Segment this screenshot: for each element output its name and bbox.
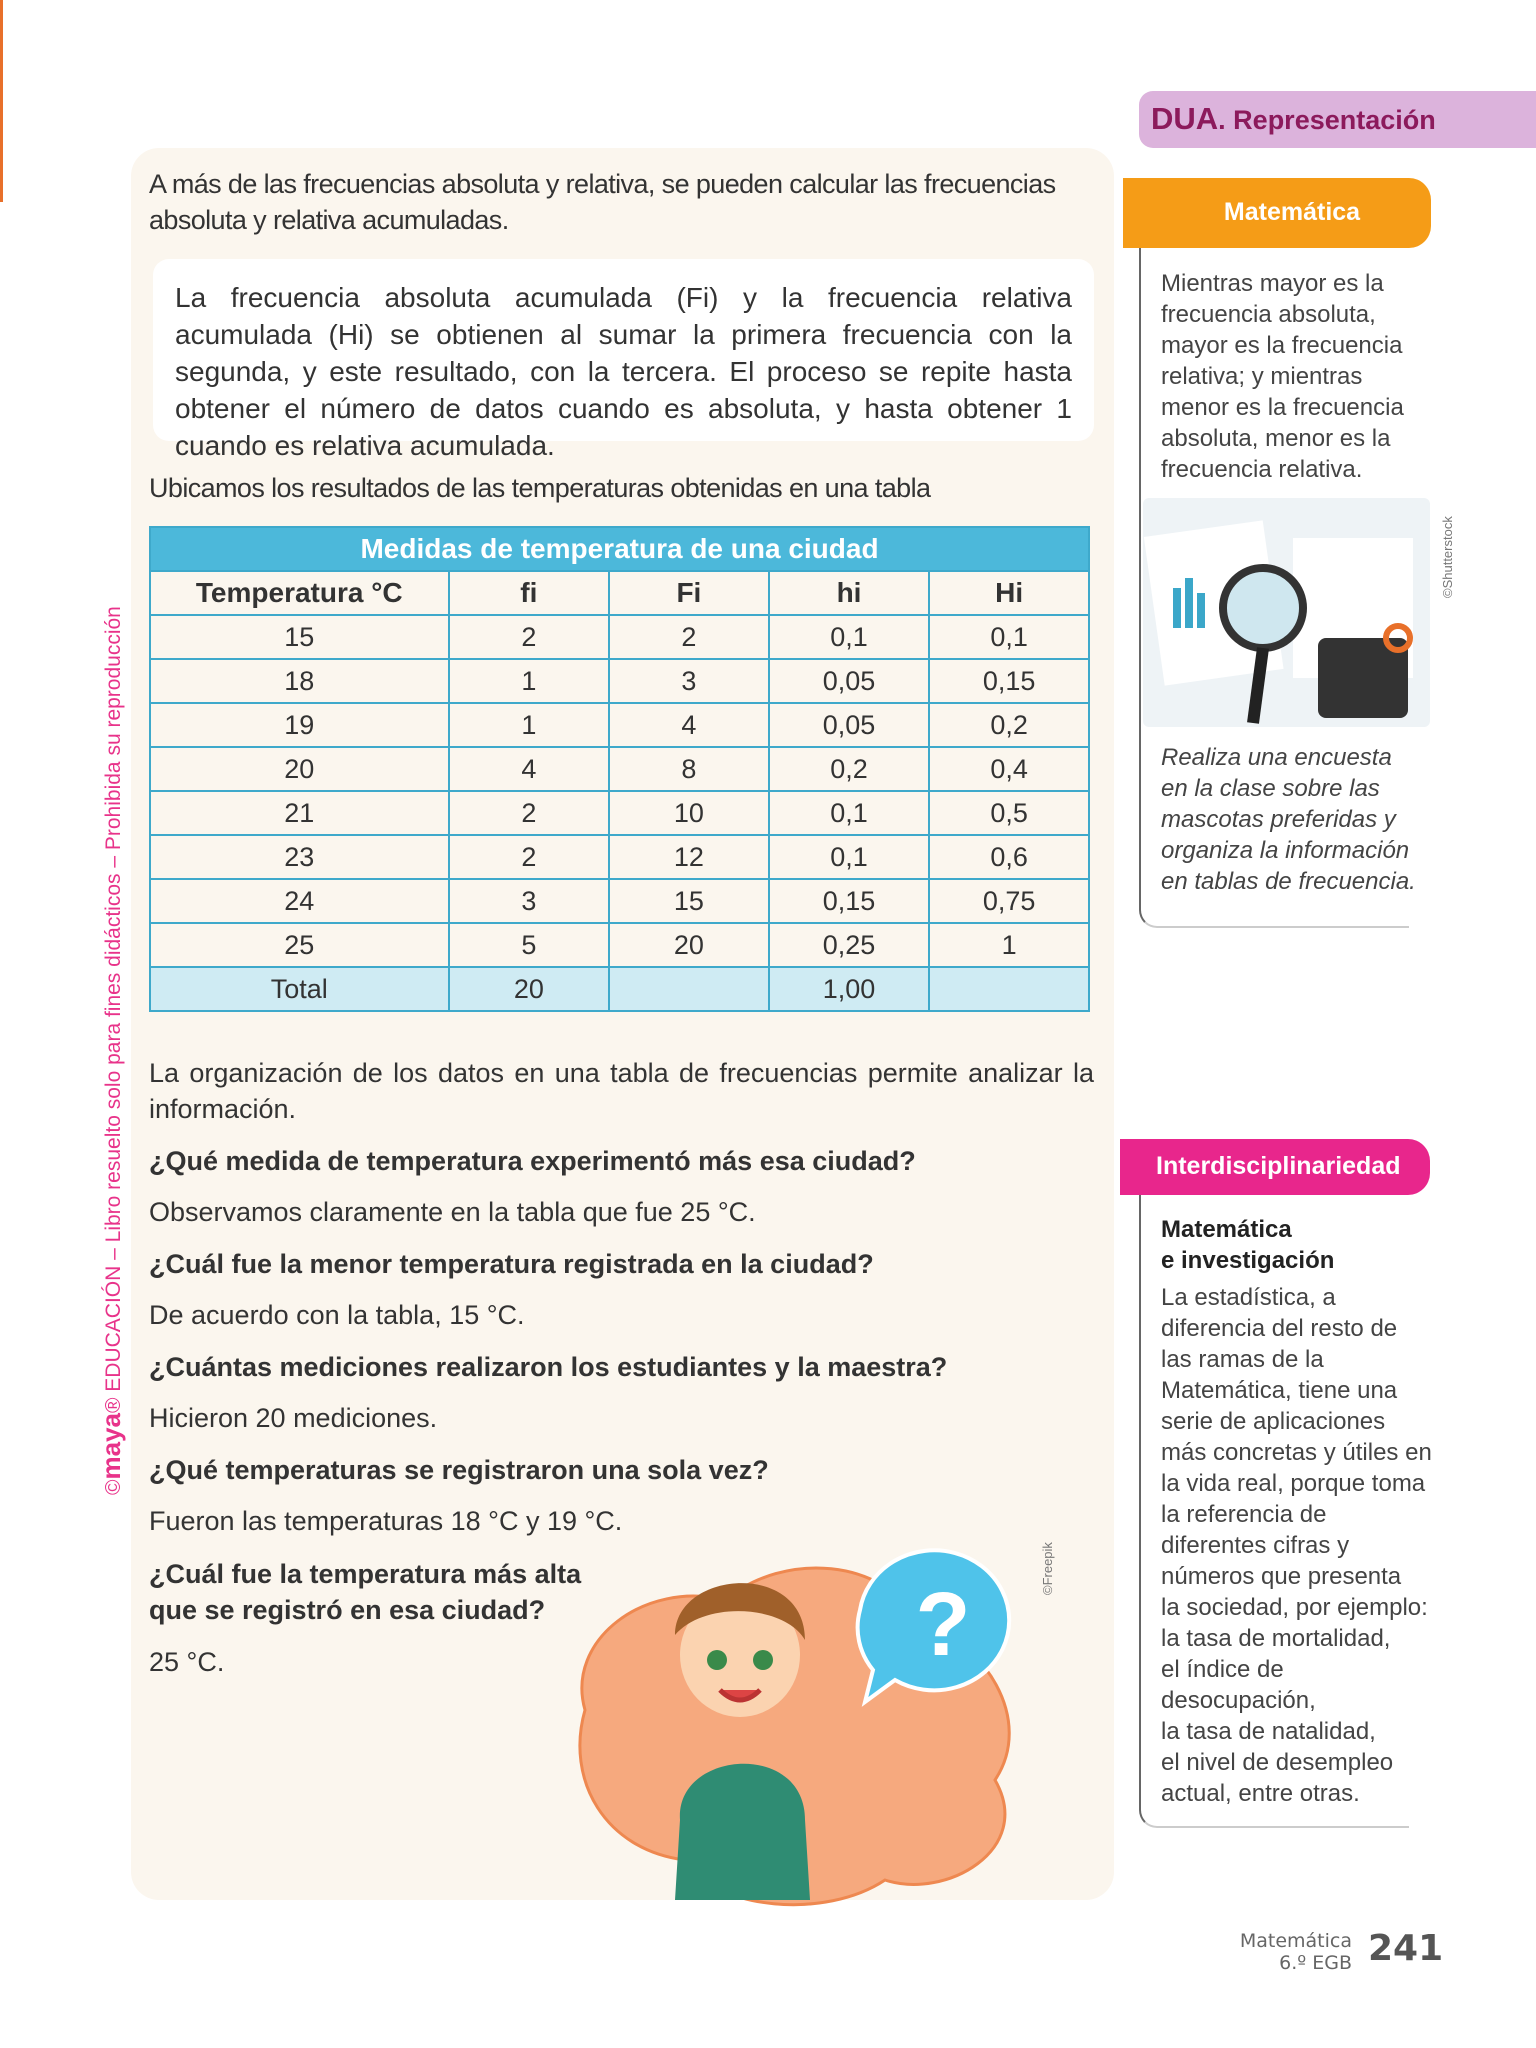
table-cell: 10 [609,791,769,835]
table-row [150,879,1089,923]
text-line: el índice de [1161,1656,1284,1683]
table-row [150,703,1089,747]
text-line: en tablas de frecuencia. [1161,868,1416,895]
table-cell: 25 [150,923,449,967]
table-cell: 0,5 [929,791,1089,835]
question: ¿Qué temperaturas se registraron una sola vez? [149,1455,769,1485]
table-cell: 0,25 [769,923,930,967]
table-cell: 18 [150,659,449,703]
text-line: frecuencia relativa. [1161,456,1363,483]
table-cell: 0,2 [769,747,930,791]
math-box-text [1161,268,1404,485]
table-cell: 4 [449,747,610,791]
table-cell: 4 [609,703,769,747]
answer: Observamos claramente en la tabla que fue 25 °C. [149,1197,756,1227]
table-cell: 15 [609,879,769,923]
table-cell: 1 [929,923,1089,967]
text-line: serie de aplicaciones [1161,1408,1386,1435]
question-line: ¿Cuál fue la temperatura más alta [149,1559,582,1589]
footer-subject-name: Matemática [1239,1930,1352,1952]
page-number: 241 [1368,1928,1444,1969]
text-line: el nivel de desempleo [1161,1749,1394,1776]
table-cell: 3 [609,659,769,703]
table-cell: 0,15 [769,879,930,923]
table-cell: 2 [449,615,610,659]
table-cell: 0,05 [769,659,930,703]
text-line: números que presenta [1161,1563,1402,1590]
answer: 25 °C. [149,1647,225,1677]
math-box-header: Matemática [1123,178,1431,248]
answer: Hicieron 20 mediciones. [149,1403,438,1433]
dua-label: . Representación [1218,105,1436,135]
table-cell: 0,1 [929,615,1089,659]
dua-prefix: DUA [1151,101,1219,136]
text-line: frecuencia absoluta, [1161,301,1376,328]
statistics-photo [1143,498,1430,727]
question-mark-icon: ? [915,1575,971,1675]
text-line: La estadística, a [1161,1284,1336,1311]
question: ¿Qué medida de temperatura experimentó más esa ciudad? [149,1146,916,1176]
table-cell: 0,1 [769,615,930,659]
total-cell: Total [150,967,449,1011]
column-header: fi [449,571,610,615]
brand-logo: maya [96,1413,126,1480]
text-line: Realiza una encuesta [1161,744,1392,771]
table-cell: 8 [609,747,769,791]
text-line: más concretas y útiles en [1161,1439,1432,1466]
text-line: la referencia de [1161,1501,1327,1528]
text-line: la tasa de natalidad, [1161,1718,1376,1745]
text-line: diferentes cifras y [1161,1532,1350,1559]
table-row [150,835,1089,879]
table-cell: 12 [609,835,769,879]
total-cell: 20 [449,967,610,1011]
subtitle-line: e investigación [1161,1247,1335,1274]
table-total-row [150,967,1089,1011]
copyright-vertical: ©maya® EDUCACIÓN – Libro resuelto solo para fines didácticos – Prohibida su reproducción [96,606,126,1495]
frequency-table [149,526,1090,1012]
dua-banner [1139,91,1536,148]
shutterstock-credit: ©Shutterstock [1440,516,1455,598]
table-cell: 2 [609,615,769,659]
table-row [150,659,1089,703]
question-line: que se registró en esa ciudad? [149,1595,546,1625]
boy-sweater [675,1764,810,1900]
table-row [150,791,1089,835]
table-cell: 0,1 [769,791,930,835]
table-cell: 21 [150,791,449,835]
text-line: la sociedad, por ejemplo: [1161,1594,1428,1621]
table-title: Medidas de temperatura de una ciudad [150,527,1089,571]
text-line: mascotas preferidas y [1161,806,1396,833]
table-row [150,923,1089,967]
footer-subject [1180,1930,1352,1974]
text-line: menor es la frecuencia [1161,394,1404,421]
answer: Fueron las temperaturas 18 °C y 19 °C. [149,1506,623,1536]
freepik-credit: ©Freepik [1040,1542,1055,1595]
table-cell: 0,4 [929,747,1089,791]
table-cell: 23 [150,835,449,879]
text-line: organiza la información [1161,837,1410,864]
table-cell: 5 [449,923,610,967]
total-cell: 1,00 [769,967,930,1011]
text-line: desocupación, [1161,1687,1316,1714]
table-cell: 2 [449,835,610,879]
boy-illustration [565,1520,1065,1920]
text-line: diferencia del resto de [1161,1315,1398,1342]
copyright-text: EDUCACIÓN – Libro resuelto solo para fines didácticos – Prohibida su reproducción [102,606,125,1392]
organization-text: La organización de los datos en una tabla de frecuencias permite analizar la información. [149,1058,1094,1124]
interdisciplinary-subtitle [1161,1214,1334,1276]
text-line: Matemática, tiene una [1161,1377,1398,1404]
answer: De acuerdo con la tabla, 15 °C. [149,1300,525,1330]
text-line: la vida real, porque toma [1161,1470,1426,1497]
interdisciplinary-text [1161,1282,1432,1809]
activity-text [1161,742,1416,897]
text-line: la tasa de mortalidad, [1161,1625,1391,1652]
interdisciplinary-header: Interdisciplinariedad [1120,1139,1430,1195]
text-line: relativa; y mientras [1161,363,1363,390]
text-line: Mientras mayor es la [1161,270,1384,297]
intro-text: A más de las frecuencias absoluta y relativa, se pueden calcular las frecuencias absoluta y relativa acumuladas. [149,169,1056,235]
magnifier-icon [1223,568,1303,648]
table-cell: 15 [150,615,449,659]
table-cell: 0,05 [769,703,930,747]
column-header: Hi [929,571,1089,615]
page-edge-line [0,0,3,202]
column-header: Temperatura °C [150,571,449,615]
table-row [150,615,1089,659]
question: ¿Cuántas mediciones realizaron los estudiantes y la maestra? [149,1352,948,1382]
total-cell [609,967,769,1011]
question: ¿Cuál fue la menor temperatura registrada en la ciudad? [149,1249,874,1279]
table-cell: 0,75 [929,879,1089,923]
table-cell: 1 [449,659,610,703]
table-cell: 0,2 [929,703,1089,747]
text-line: en la clase sobre las [1161,775,1380,802]
table-cell: 3 [449,879,610,923]
column-header: Fi [609,571,769,615]
magnifier-charts-image [1143,498,1430,727]
table-cell: 0,6 [929,835,1089,879]
text-line: actual, entre otras. [1161,1780,1360,1807]
footer-grade: 6.º EGB [1279,1952,1352,1974]
text-line: las ramas de la [1161,1346,1324,1373]
table-cell: 19 [150,703,449,747]
table-row [150,747,1089,791]
table-cell: 0,1 [769,835,930,879]
total-cell [929,967,1089,1011]
text-line: mayor es la frecuencia [1161,332,1403,359]
table-cell: 24 [150,879,449,923]
table-cell: 20 [150,747,449,791]
table-cell: 1 [449,703,610,747]
table-cell: 20 [609,923,769,967]
table-intro: Ubicamos los resultados de las temperaturas obtenidas en una tabla [149,473,931,503]
table-cell: 2 [449,791,610,835]
definition-box: La frecuencia absoluta acumulada (Fi) y la frecuencia relativa acumulada (Hi) se obtienen al sumar la primera frecuencia con la segunda, y este resultado, con la tercera. El proceso se repite hasta obtener el número de datos cuando es absoluta, y hasta obtener 1 cuando es relativa acumulada. [153,259,1094,441]
text-line: absoluta, menor es la [1161,425,1391,452]
column-header: hi [769,571,930,615]
subtitle-line: Matemática [1161,1216,1292,1243]
table-cell: 0,15 [929,659,1089,703]
